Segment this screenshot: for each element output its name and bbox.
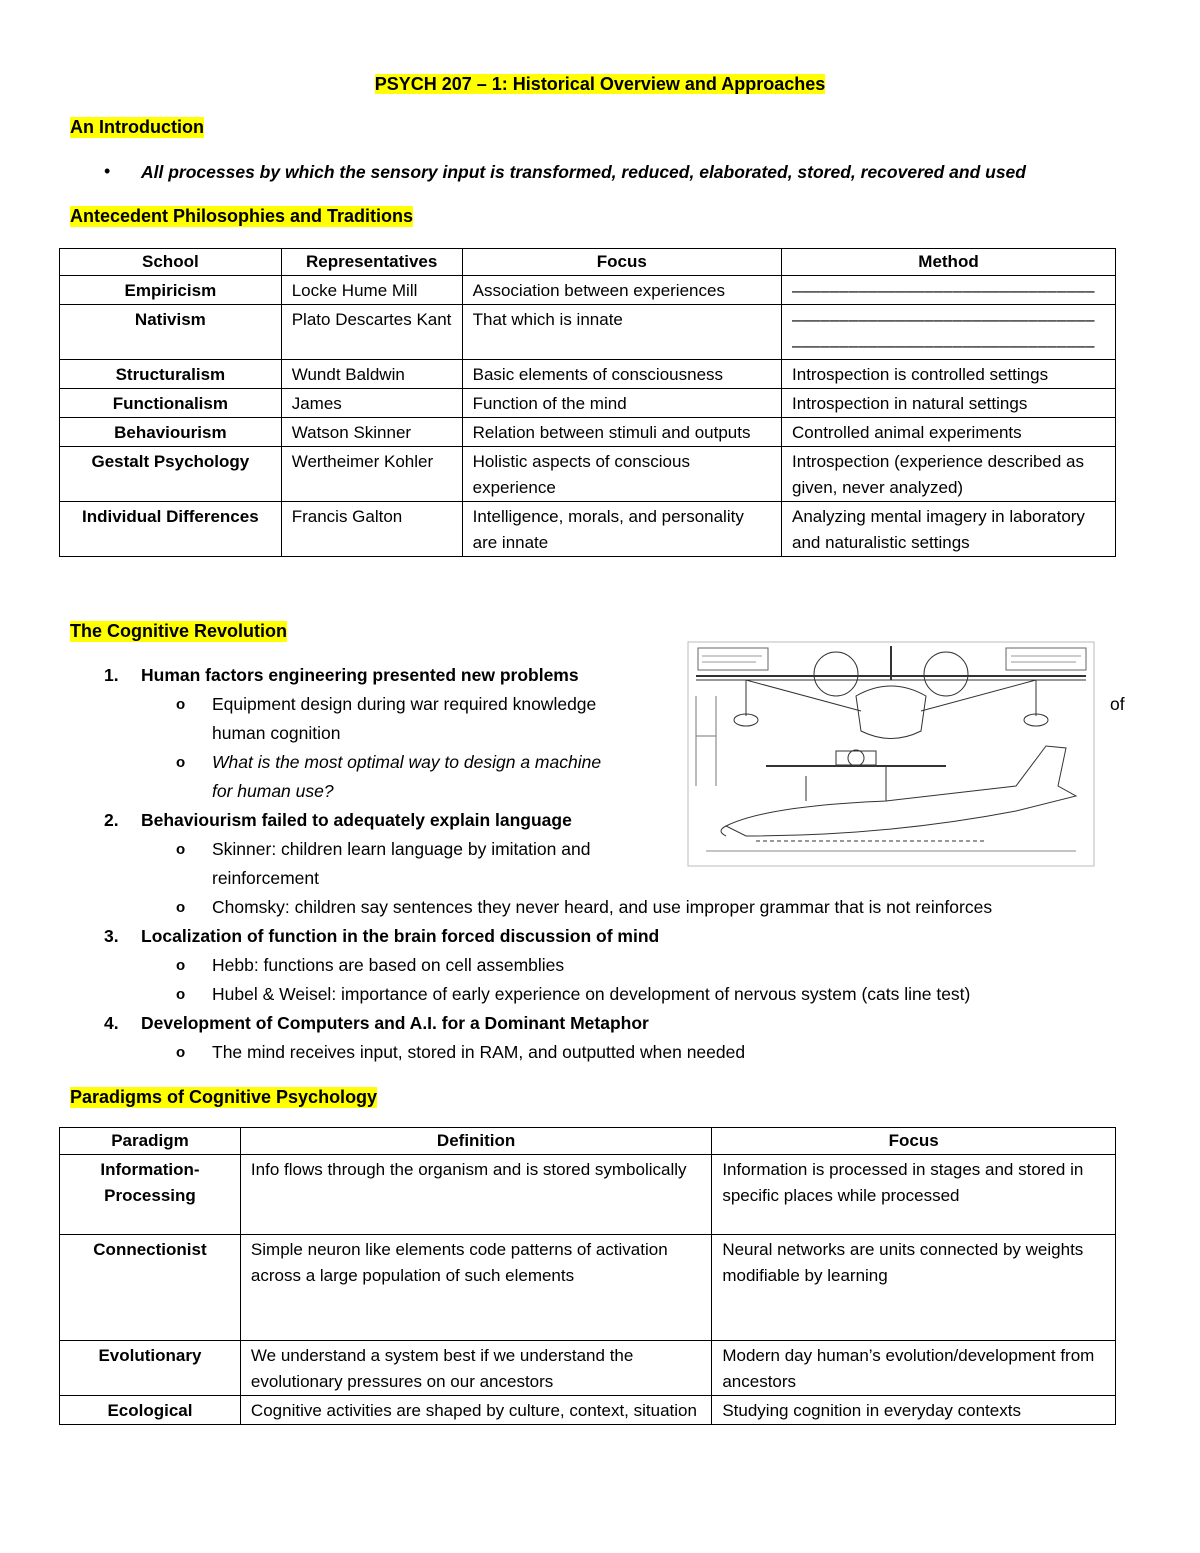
method-cell: Introspection in natural settings [782, 389, 1116, 418]
reps-cell: Francis Galton [281, 502, 462, 557]
sub-item: Hebb: functions are based on cell assemblies [212, 955, 565, 975]
list-item: Development of Computers and A.I. for a Dominant Metaphor [141, 1013, 649, 1033]
focus-cell: Function of the mind [462, 389, 781, 418]
table-row [60, 1235, 1116, 1341]
paradigm-cell: Ecological [60, 1396, 241, 1425]
table-row [60, 1341, 1116, 1396]
school-cell: Nativism [60, 305, 282, 360]
sub-bullet-icon: o [176, 1044, 186, 1061]
seaplane-drawing [686, 636, 1096, 870]
table-row [60, 360, 1116, 389]
reps-cell: James [281, 389, 462, 418]
sub-bullet-icon: o [176, 696, 186, 713]
list-item: Localization of function in the brain forced discussion of mind [141, 926, 660, 946]
col-header-focus: Focus [462, 249, 781, 276]
sub-item: Hubel & Weisel: importance of early experience on development of nervous system (cats line test) [212, 984, 971, 1004]
method-cell: –––––––––––––––––––––––––––––––– [782, 276, 1116, 305]
sub-item: for human use? [212, 781, 334, 801]
list-number: 4. [104, 1013, 119, 1033]
method-cell: Controlled animal experiments [782, 418, 1116, 447]
reps-cell: Plato Descartes Kant [281, 305, 462, 360]
method-cell: Analyzing mental imagery in laboratory and naturalistic settings [782, 502, 1116, 557]
table-row [60, 1396, 1116, 1425]
table-header-row [60, 1128, 1116, 1155]
paradigm-cell: Information-Processing [60, 1155, 241, 1235]
col-header-representatives: Representatives [281, 249, 462, 276]
page-title: PSYCH 207 – 1: Historical Overview and Approaches [374, 74, 826, 94]
antecedent-heading: Antecedent Philosophies and Traditions [70, 206, 414, 226]
list-number: 1. [104, 665, 119, 685]
school-cell: Behaviourism [60, 418, 282, 447]
list-number: 2. [104, 810, 119, 830]
focus-cell: Basic elements of consciousness [462, 360, 781, 389]
focus-cell: That which is innate [462, 305, 781, 360]
school-cell: Structuralism [60, 360, 282, 389]
table-row [60, 418, 1116, 447]
table-row [60, 447, 1116, 502]
sub-bullet-icon: o [176, 754, 186, 771]
list-item: Human factors engineering presented new problems [141, 665, 579, 685]
reps-cell: Wertheimer Kohler [281, 447, 462, 502]
definition-cell: Simple neuron like elements code patterns of activation across a large population of such elements [240, 1235, 711, 1341]
paradigms-heading: Paradigms of Cognitive Psychology [70, 1087, 378, 1107]
antecedent-table [59, 248, 1116, 557]
sub-item: Chomsky: children say sentences they never heard, and use improper grammar that is not reinforces [212, 897, 993, 917]
method-cell: Introspection is controlled settings [782, 360, 1116, 389]
focus-cell: Relation between stimuli and outputs [462, 418, 781, 447]
col-header-focus: Focus [712, 1128, 1116, 1155]
sub-item: The mind receives input, stored in RAM, and outputted when needed [212, 1042, 746, 1062]
school-cell: Individual Differences [60, 502, 282, 557]
sub-item-of: of [1110, 694, 1125, 714]
col-header-paradigm: Paradigm [60, 1128, 241, 1155]
table-row [60, 305, 1116, 360]
reps-cell: Locke Hume Mill [281, 276, 462, 305]
focus-cell: Modern day human’s evolution/development from ancestors [712, 1341, 1116, 1396]
focus-cell: Studying cognition in everyday contexts [712, 1396, 1116, 1425]
col-header-method: Method [782, 249, 1116, 276]
sub-item: What is the most optimal way to design a machine [212, 752, 602, 772]
table-row [60, 1155, 1116, 1235]
intro-bullet-text: All processes by which the sensory input is transformed, reduced, elaborated, stored, recovered and used [141, 162, 1026, 182]
table-row [60, 276, 1116, 305]
list-item: Behaviourism failed to adequately explain language [141, 810, 572, 830]
paradigms-table [59, 1127, 1116, 1425]
table-row [60, 502, 1116, 557]
sub-bullet-icon: o [176, 986, 186, 1003]
focus-cell: Information is processed in stages and stored in specific places while processed [712, 1155, 1116, 1235]
sub-item: Equipment design during war required knowledge [212, 694, 597, 714]
focus-cell: Neural networks are units connected by weights modifiable by learning [712, 1235, 1116, 1341]
col-header-school: School [60, 249, 282, 276]
reps-cell: Watson Skinner [281, 418, 462, 447]
school-cell: Empiricism [60, 276, 282, 305]
paradigm-cell: Evolutionary [60, 1341, 241, 1396]
table-header-row [60, 249, 1116, 276]
reps-cell: Wundt Baldwin [281, 360, 462, 389]
sub-item: Skinner: children learn language by imitation and [212, 839, 591, 859]
definition-cell: Cognitive activities are shaped by culture, context, situation [240, 1396, 711, 1425]
sub-bullet-icon: o [176, 841, 186, 858]
focus-cell: Association between experiences [462, 276, 781, 305]
focus-cell: Intelligence, morals, and personality are innate [462, 502, 781, 557]
col-header-definition: Definition [240, 1128, 711, 1155]
paradigm-cell: Connectionist [60, 1235, 241, 1341]
sub-bullet-icon: o [176, 957, 186, 974]
school-cell: Gestalt Psychology [60, 447, 282, 502]
intro-heading: An Introduction [70, 117, 204, 137]
list-number: 3. [104, 926, 119, 946]
definition-cell: We understand a system best if we understand the evolutionary pressures on our ancestors [240, 1341, 711, 1396]
method-cell: –––––––––––––––––––––––––––––––– –––––––––––––––––––––––––––––––– [782, 305, 1116, 360]
method-cell: Introspection (experience described as given, never analyzed) [782, 447, 1116, 502]
bullet-icon: • [104, 161, 111, 181]
focus-cell: Holistic aspects of conscious experience [462, 447, 781, 502]
school-cell: Functionalism [60, 389, 282, 418]
revolution-heading: The Cognitive Revolution [70, 621, 288, 641]
definition-cell: Info flows through the organism and is stored symbolically [240, 1155, 711, 1235]
sub-bullet-icon: o [176, 899, 186, 916]
sub-item: reinforcement [212, 868, 319, 888]
sub-item: human cognition [212, 723, 341, 743]
table-row [60, 389, 1116, 418]
